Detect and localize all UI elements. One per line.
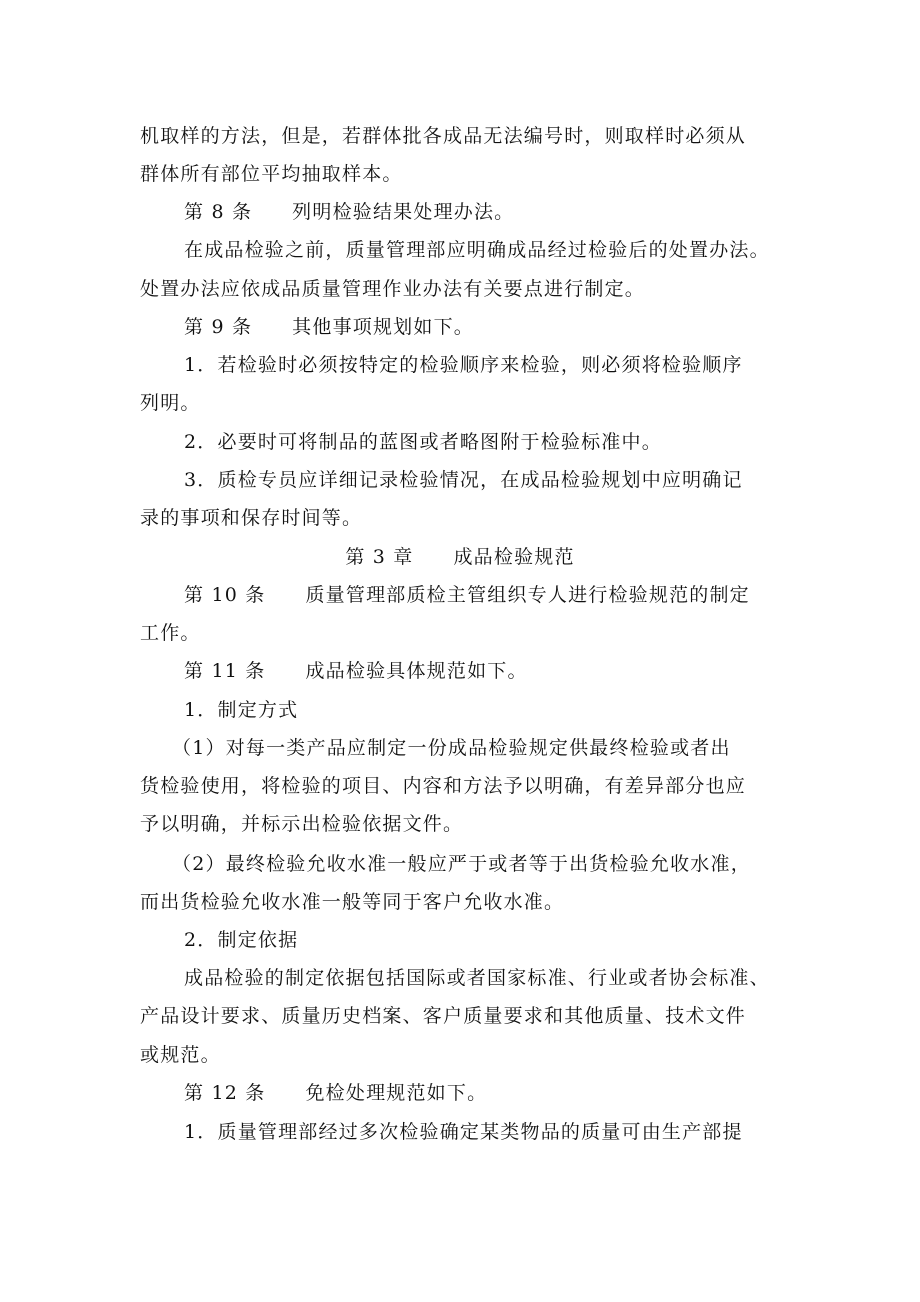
paragraph-line: 工作。: [140, 622, 201, 644]
paragraph-line: 成品检验的制定依据包括国际或者国家标准、行业或者协会标准、: [184, 967, 770, 989]
paragraph-line: 2．必要时可将制品的蓝图或者略图附于检验标准中。: [184, 431, 662, 453]
article-title: 质量管理部质检主管组织专人进行检验规范的制定: [305, 584, 750, 606]
paragraph-line: 3．质检专员应详细记录检验情况，在成品检验规划中应明确记: [184, 469, 743, 491]
paragraph-line: 处置办法应依成品质量管理作业办法有关要点进行制定。: [140, 278, 646, 300]
article-number: 第 11 条: [184, 660, 266, 682]
paragraph-line: 录的事项和保存时间等。: [140, 507, 363, 529]
article-heading: [184, 200, 514, 224]
paragraph-line: （2）最终检验允收水准一般应严于或者等于出货检验允收水准，: [172, 853, 751, 875]
paragraph-line: 予以明确，并标示出检验依据文件。: [140, 813, 464, 835]
paragraph-line: 1．制定方式: [184, 699, 299, 721]
paragraph-line: 产品设计要求、质量历史档案、客户质量要求和其他质量、技术文件: [140, 1005, 747, 1027]
paragraph-line: （1）对每一类产品应制定一份成品检验规定供最终检验或者出: [172, 737, 731, 759]
paragraph-line: 列明。: [140, 392, 201, 414]
article-heading: [184, 1081, 487, 1105]
chapter-heading: [0, 545, 920, 569]
chapter-title: 成品检验规范: [453, 546, 575, 568]
paragraph-line: 而出货检验允收水准一般等同于客户允收水准。: [140, 891, 565, 913]
article-number: 第 9 条: [184, 316, 253, 338]
paragraph-line: 货检验使用，将检验的项目、内容和方法予以明确，有差异部分也应: [140, 775, 747, 797]
article-number: 第 12 条: [184, 1082, 266, 1104]
paragraph-line: 或规范。: [140, 1044, 221, 1066]
paragraph-line: 机取样的方法，但是，若群体批各成品无法编号时，则取样时必须从: [140, 125, 747, 147]
paragraph-line: 1．质量管理部经过多次检验确定某类物品的质量可由生产部提: [184, 1121, 743, 1143]
paragraph-line: 2．制定依据: [184, 929, 299, 951]
article-title: 其他事项规划如下。: [292, 316, 474, 338]
article-number: 第 10 条: [184, 584, 266, 606]
article-title: 成品检验具体规范如下。: [305, 660, 528, 682]
chapter-number: 第 3 章: [345, 546, 414, 568]
article-heading: [184, 315, 474, 339]
article-title: 列明检验结果处理办法。: [292, 201, 515, 223]
paragraph-line: 群体所有部位平均抽取样本。: [140, 163, 403, 185]
article-heading: [184, 659, 528, 683]
paragraph-line: 1．若检验时必须按特定的检验顺序来检验，则必须将检验顺序: [184, 354, 743, 376]
article-title: 免检处理规范如下。: [305, 1082, 488, 1104]
paragraph-line: 在成品检验之前，质量管理部应明确成品经过检验后的处置办法。: [184, 239, 770, 261]
article-heading: [184, 583, 750, 607]
article-number: 第 8 条: [184, 201, 253, 223]
